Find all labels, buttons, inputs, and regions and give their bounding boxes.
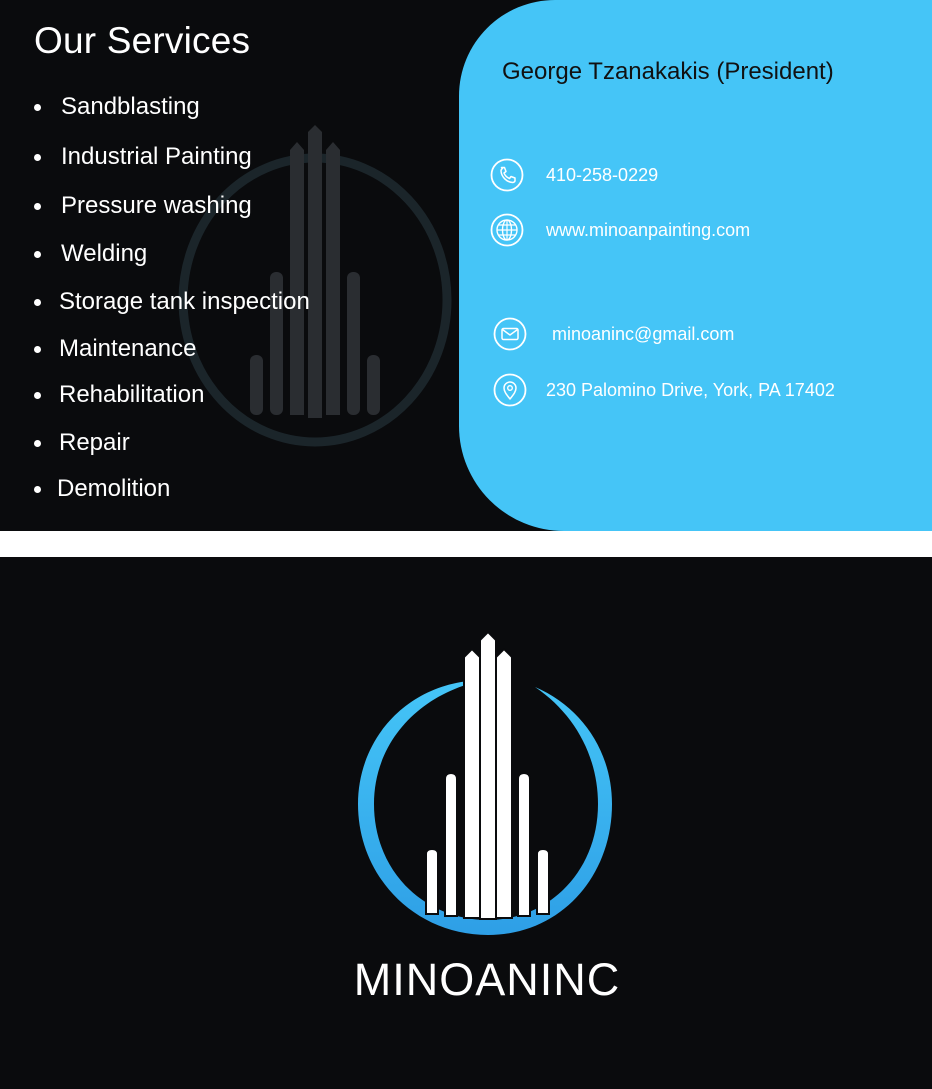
contact-email xyxy=(493,317,734,351)
bullet-icon xyxy=(34,346,41,353)
phone-text[interactable]: 410-258-0229 xyxy=(546,164,659,185)
phone-icon xyxy=(490,158,524,192)
building-circle-logo xyxy=(350,632,620,942)
bullet-icon xyxy=(34,299,41,306)
bullet-icon xyxy=(34,104,41,111)
service-item: Pressure washing xyxy=(34,192,252,220)
envelope-icon xyxy=(493,317,527,351)
website-text[interactable]: www.minoanpainting.com xyxy=(546,219,751,240)
location-pin-icon xyxy=(493,373,527,407)
contact-website xyxy=(490,213,750,247)
service-item: Storage tank inspection xyxy=(34,288,310,316)
service-item: Repair xyxy=(34,429,130,457)
bullet-icon xyxy=(34,392,41,399)
email-text[interactable]: minoaninc@gmail.com xyxy=(552,323,735,344)
contact-address xyxy=(493,373,835,407)
bullet-icon xyxy=(34,251,41,258)
service-item: Rehabilitation xyxy=(34,381,204,409)
person-name: George Tzanakakis (President) xyxy=(502,58,834,85)
address-text: 230 Palomino Drive, York, PA 17402 xyxy=(546,379,835,400)
bullet-icon xyxy=(34,154,41,161)
business-card-back xyxy=(0,557,932,1089)
brand-name: MINOANINC xyxy=(353,954,621,1005)
business-card-front xyxy=(0,0,932,531)
contact-phone xyxy=(490,158,658,192)
bullet-icon xyxy=(34,440,41,447)
service-item: Welding xyxy=(34,240,147,268)
service-item: Maintenance xyxy=(34,335,196,363)
service-item: Sandblasting xyxy=(34,93,200,121)
bullet-icon xyxy=(34,203,41,210)
service-item: Demolition xyxy=(34,475,170,503)
service-item: Industrial Painting xyxy=(34,143,252,171)
services-title: Our Services xyxy=(34,20,251,61)
bullet-icon xyxy=(34,486,41,493)
globe-icon xyxy=(490,213,524,247)
